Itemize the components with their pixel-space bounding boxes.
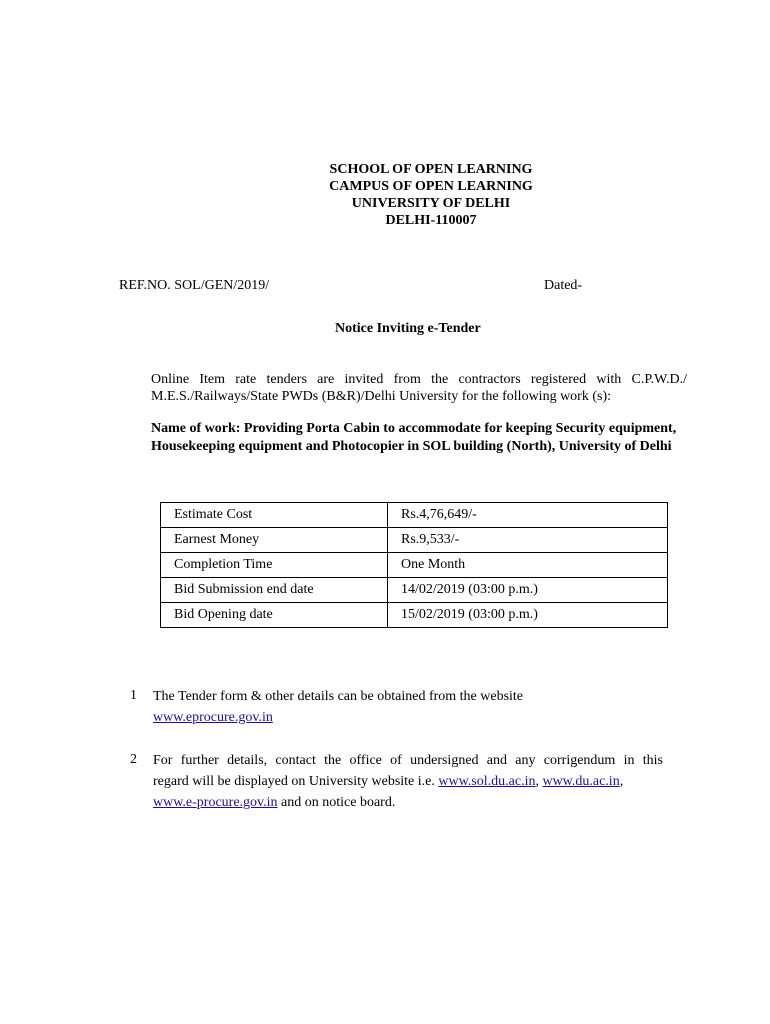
institution-header [0,161,770,229]
tender-details-table [160,502,668,628]
separator-text: , [619,774,624,789]
du-link[interactable]: www.du.ac.in [542,774,620,789]
point-2-text [153,750,663,813]
notice-title: Notice Inviting e-Tender [335,321,481,336]
detail-label: Earnest Money [161,528,388,553]
point-2-suffix: and on notice board. [277,795,396,810]
header-line-school: SCHOOL OF OPEN LEARNING [329,162,533,177]
detail-value: Rs.9,533/- [388,528,668,553]
table-row [161,528,668,553]
point-2-line-2 [153,771,663,792]
intro-line-1: Online Item rate tenders are invited from the contractors registered with C.P.W.D./ [151,372,687,387]
point-1-text [153,686,663,728]
dated-label: Dated- [544,278,583,293]
table-row [161,578,668,603]
header-line-address: DELHI-110007 [385,213,477,228]
detail-label: Bid Submission end date [161,578,388,603]
point-2-line-3 [153,792,663,813]
e-procure-link[interactable]: www.e-procure.gov.in [153,795,278,810]
separator-text: , [535,774,543,789]
header-line-university: UNIVERSITY OF DELHI [351,196,511,211]
detail-label: Bid Opening date [161,603,388,628]
intro-line-2: M.E.S./Railways/State PWDs (B&R)/Delhi University for the following work (s): [151,389,612,404]
point-1-line: The Tender form & other details can be obtained from the website [153,689,524,704]
detail-value: One Month [388,553,668,578]
header-line-campus: CAMPUS OF OPEN LEARNING [329,179,533,194]
sol-du-link[interactable]: www.sol.du.ac.in [438,774,536,789]
table-row [161,503,668,528]
detail-value: 14/02/2019 (03:00 p.m.) [388,578,668,603]
name-of-work: Name of work: Providing Porta Cabin to accommodate for keeping Security equipment, Housekeeping equipment and Photocopier in SOL building (North), University of Delhi [151,421,677,454]
detail-label: Estimate Cost [161,503,388,528]
table-row [161,553,668,578]
point-number: 2 [130,752,137,767]
point-2-line-1: For further details, contact the office of undersigned and any corrigendum in this [153,753,663,768]
detail-label: Completion Time [161,553,388,578]
reference-number: REF.NO. SOL/GEN/2019/ [119,278,270,293]
point-2-prefix: regard will be displayed on University website i.e. [153,774,439,789]
eprocure-link[interactable]: www.eprocure.gov.in [153,710,273,725]
detail-value: Rs.4,76,649/- [388,503,668,528]
point-number: 1 [130,688,137,703]
detail-value: 15/02/2019 (03:00 p.m.) [388,603,668,628]
intro-paragraph [151,371,687,405]
table-row [161,603,668,628]
